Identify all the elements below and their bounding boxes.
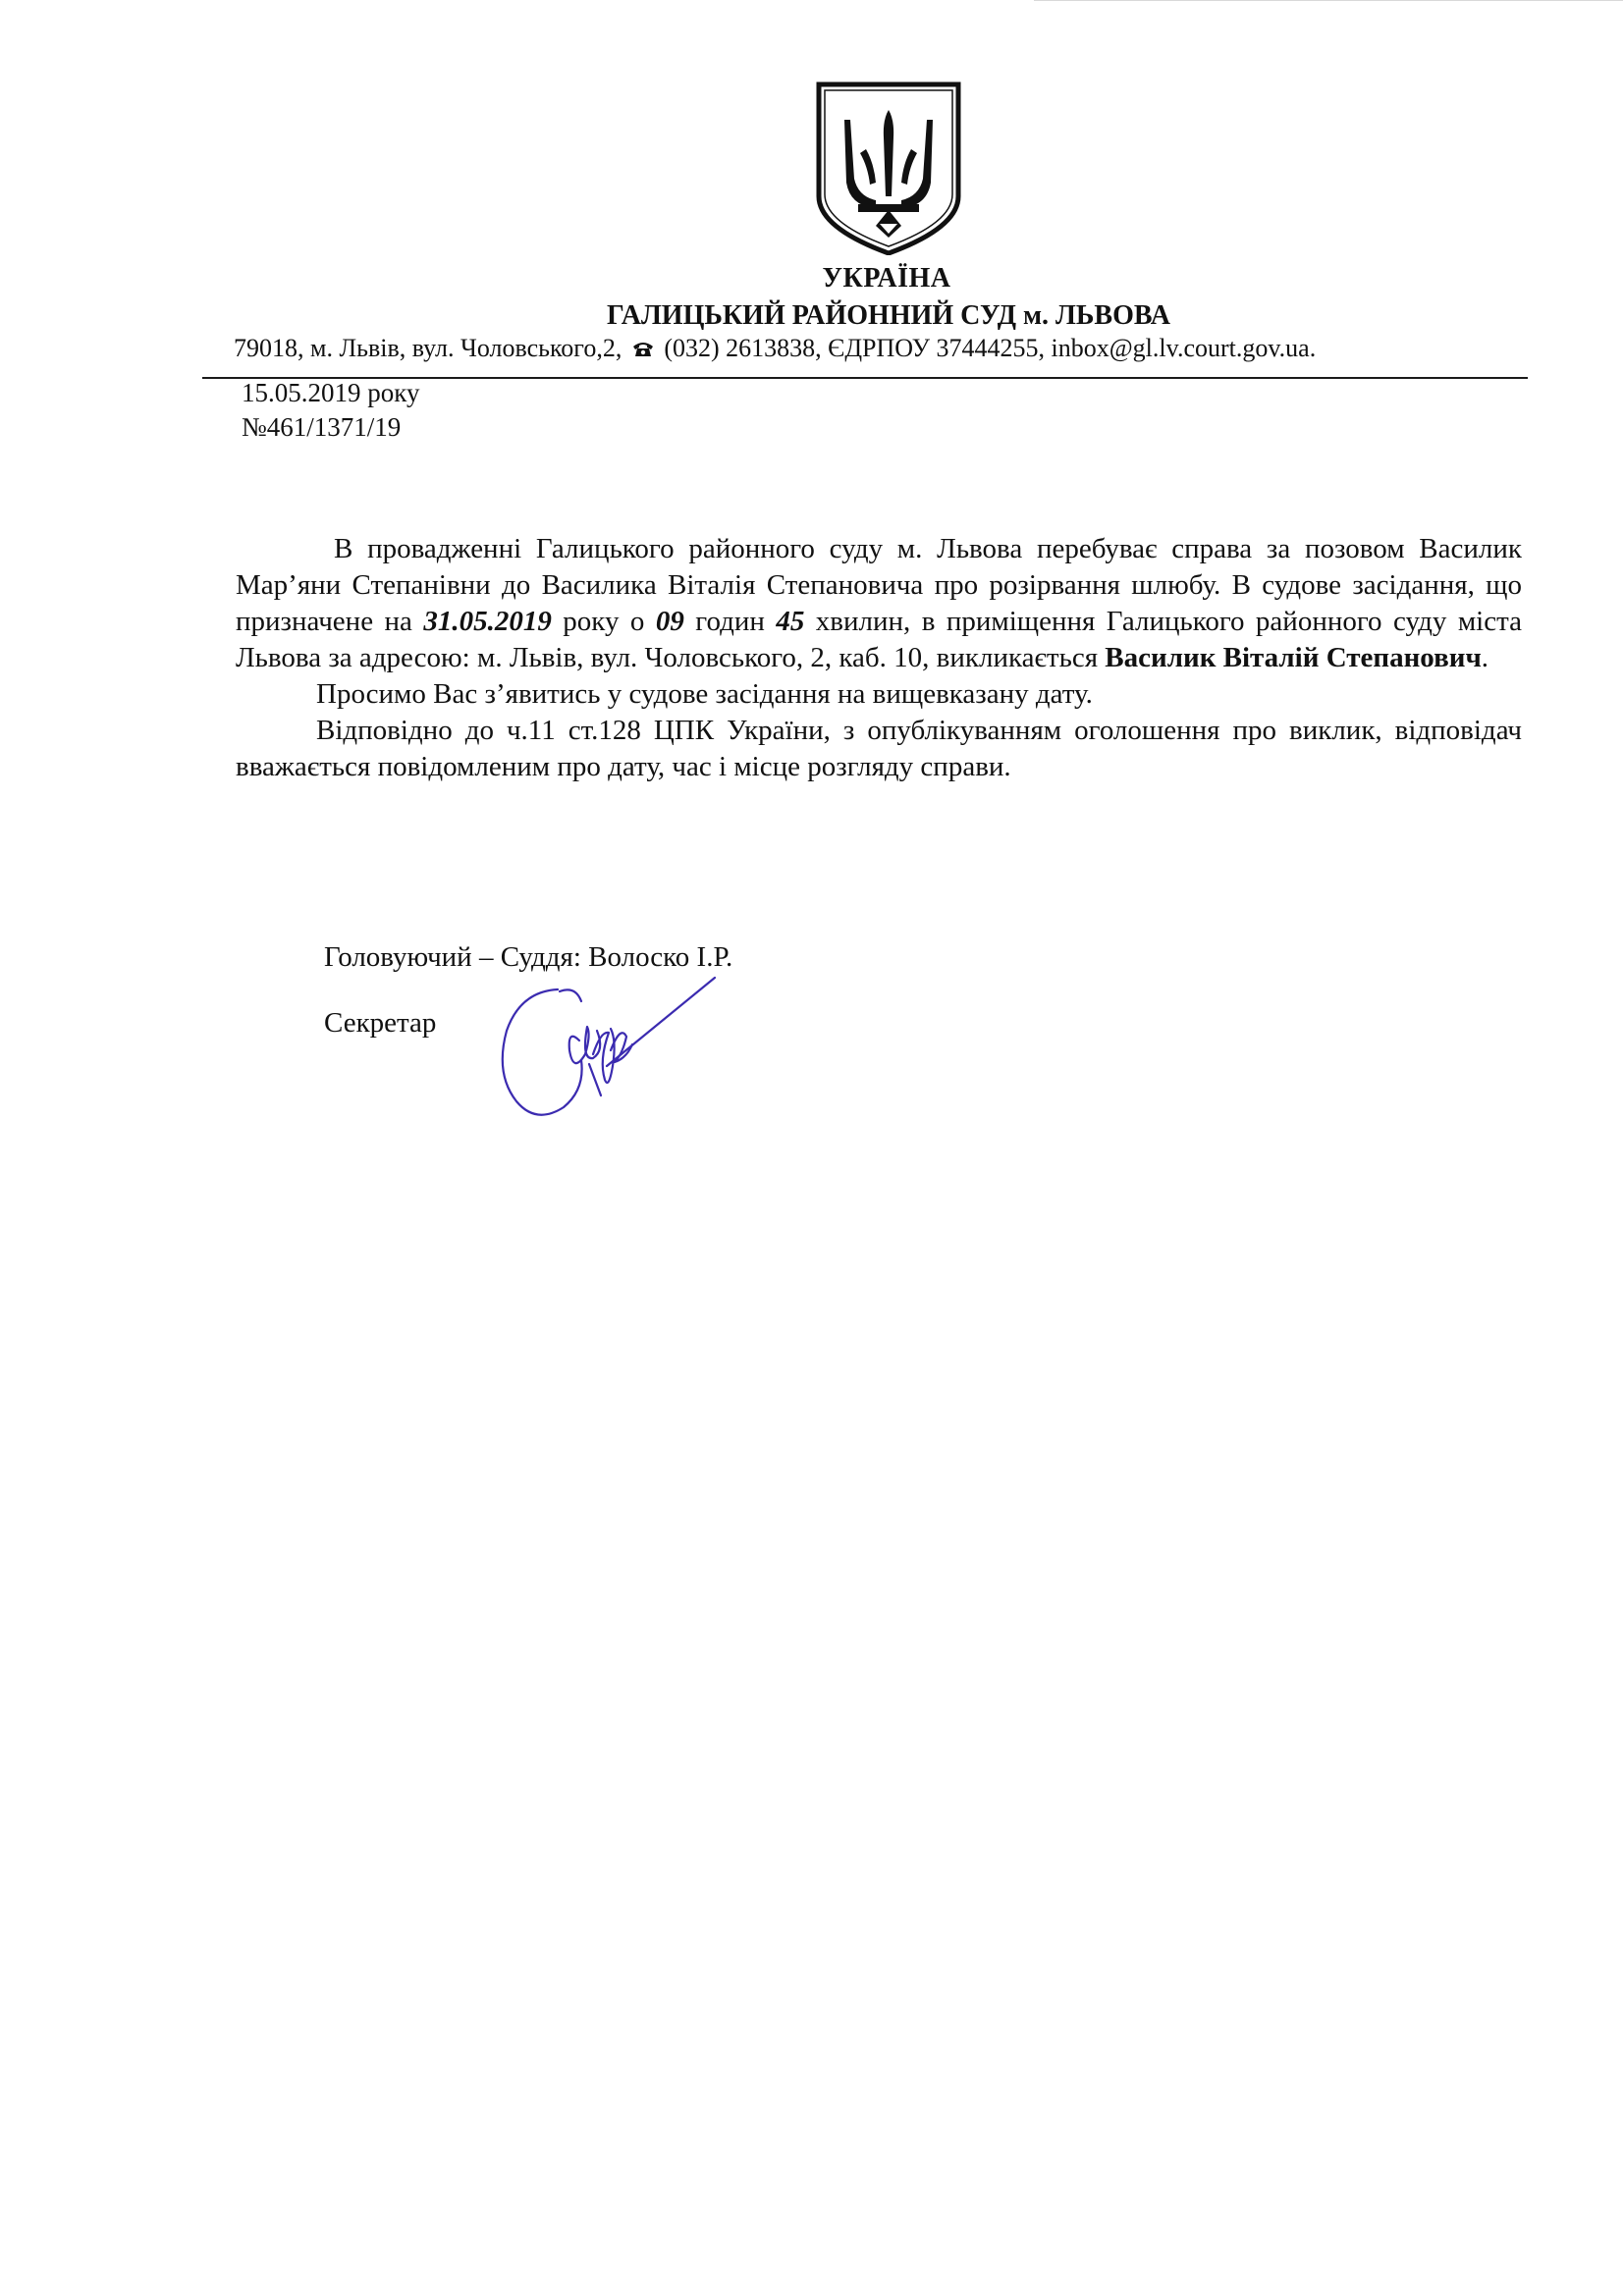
paragraph-legal-basis: Відповідно до ч.11 ст.128 ЦПК України, з опублікуванням оголошення про виклик, відповідач вважається повідомленим про дату, час і місце розгляду справи. (236, 715, 1522, 782)
paragraph-request: Просимо Вас з’явитись у судове засідання на вищевказану дату. (316, 678, 1093, 710)
hearing-minute: 45 (776, 606, 805, 637)
summons-text-2: року о (551, 606, 656, 637)
summons-text-1: В провадженні Галицького районного суду м. Львова перебуває справа за позовом Василик Мар’яни Степанівни до Василика Віталія Степановича про розірвання шлюбу. В судове засідання, що призначене на (236, 533, 1522, 637)
court-name: ГАЛИЦЬКИЙ РАЙОННИЙ СУД м. ЛЬВОВА (606, 300, 1171, 331)
summons-text-3: годин (683, 606, 777, 637)
court-address: 79018, м. Львів, вул. Чоловського,2, (234, 334, 622, 362)
court-contacts (234, 334, 1500, 363)
court-registry-email: ЄДРПОУ 37444255, inbox@gl.lv.court.gov.ua. (828, 334, 1317, 362)
hearing-date: 31.05.2019 (423, 606, 552, 637)
case-number: №461/1371/19 (242, 412, 402, 442)
secretary-label: Секретар (324, 1007, 437, 1039)
hearing-hour: 09 (655, 606, 684, 637)
document-date: 15.05.2019 року (242, 378, 420, 407)
trident-emblem-icon (815, 80, 962, 255)
defendant-name: Василик Віталій Степанович (1105, 642, 1482, 673)
telephone-icon (632, 340, 654, 357)
document-body (236, 531, 1522, 785)
document-meta (242, 376, 420, 445)
presiding-judge: Головуючий – Суддя: Волоско І.Р. (324, 941, 733, 973)
court-phone: (032) 2613838, (664, 334, 822, 362)
secretary-signature (491, 972, 717, 1129)
country-title: УКРАЇНА (822, 263, 951, 294)
summons-text-4: хвилин, в приміщення Галицького районного суду міста Львова за адресою: м. Львів, вул. Чоловського, 2, каб. 10, викликається (236, 606, 1523, 673)
paragraph-summons (236, 531, 1522, 676)
summons-text-end: . (1481, 642, 1489, 673)
scan-edge-line (1034, 0, 1623, 9)
